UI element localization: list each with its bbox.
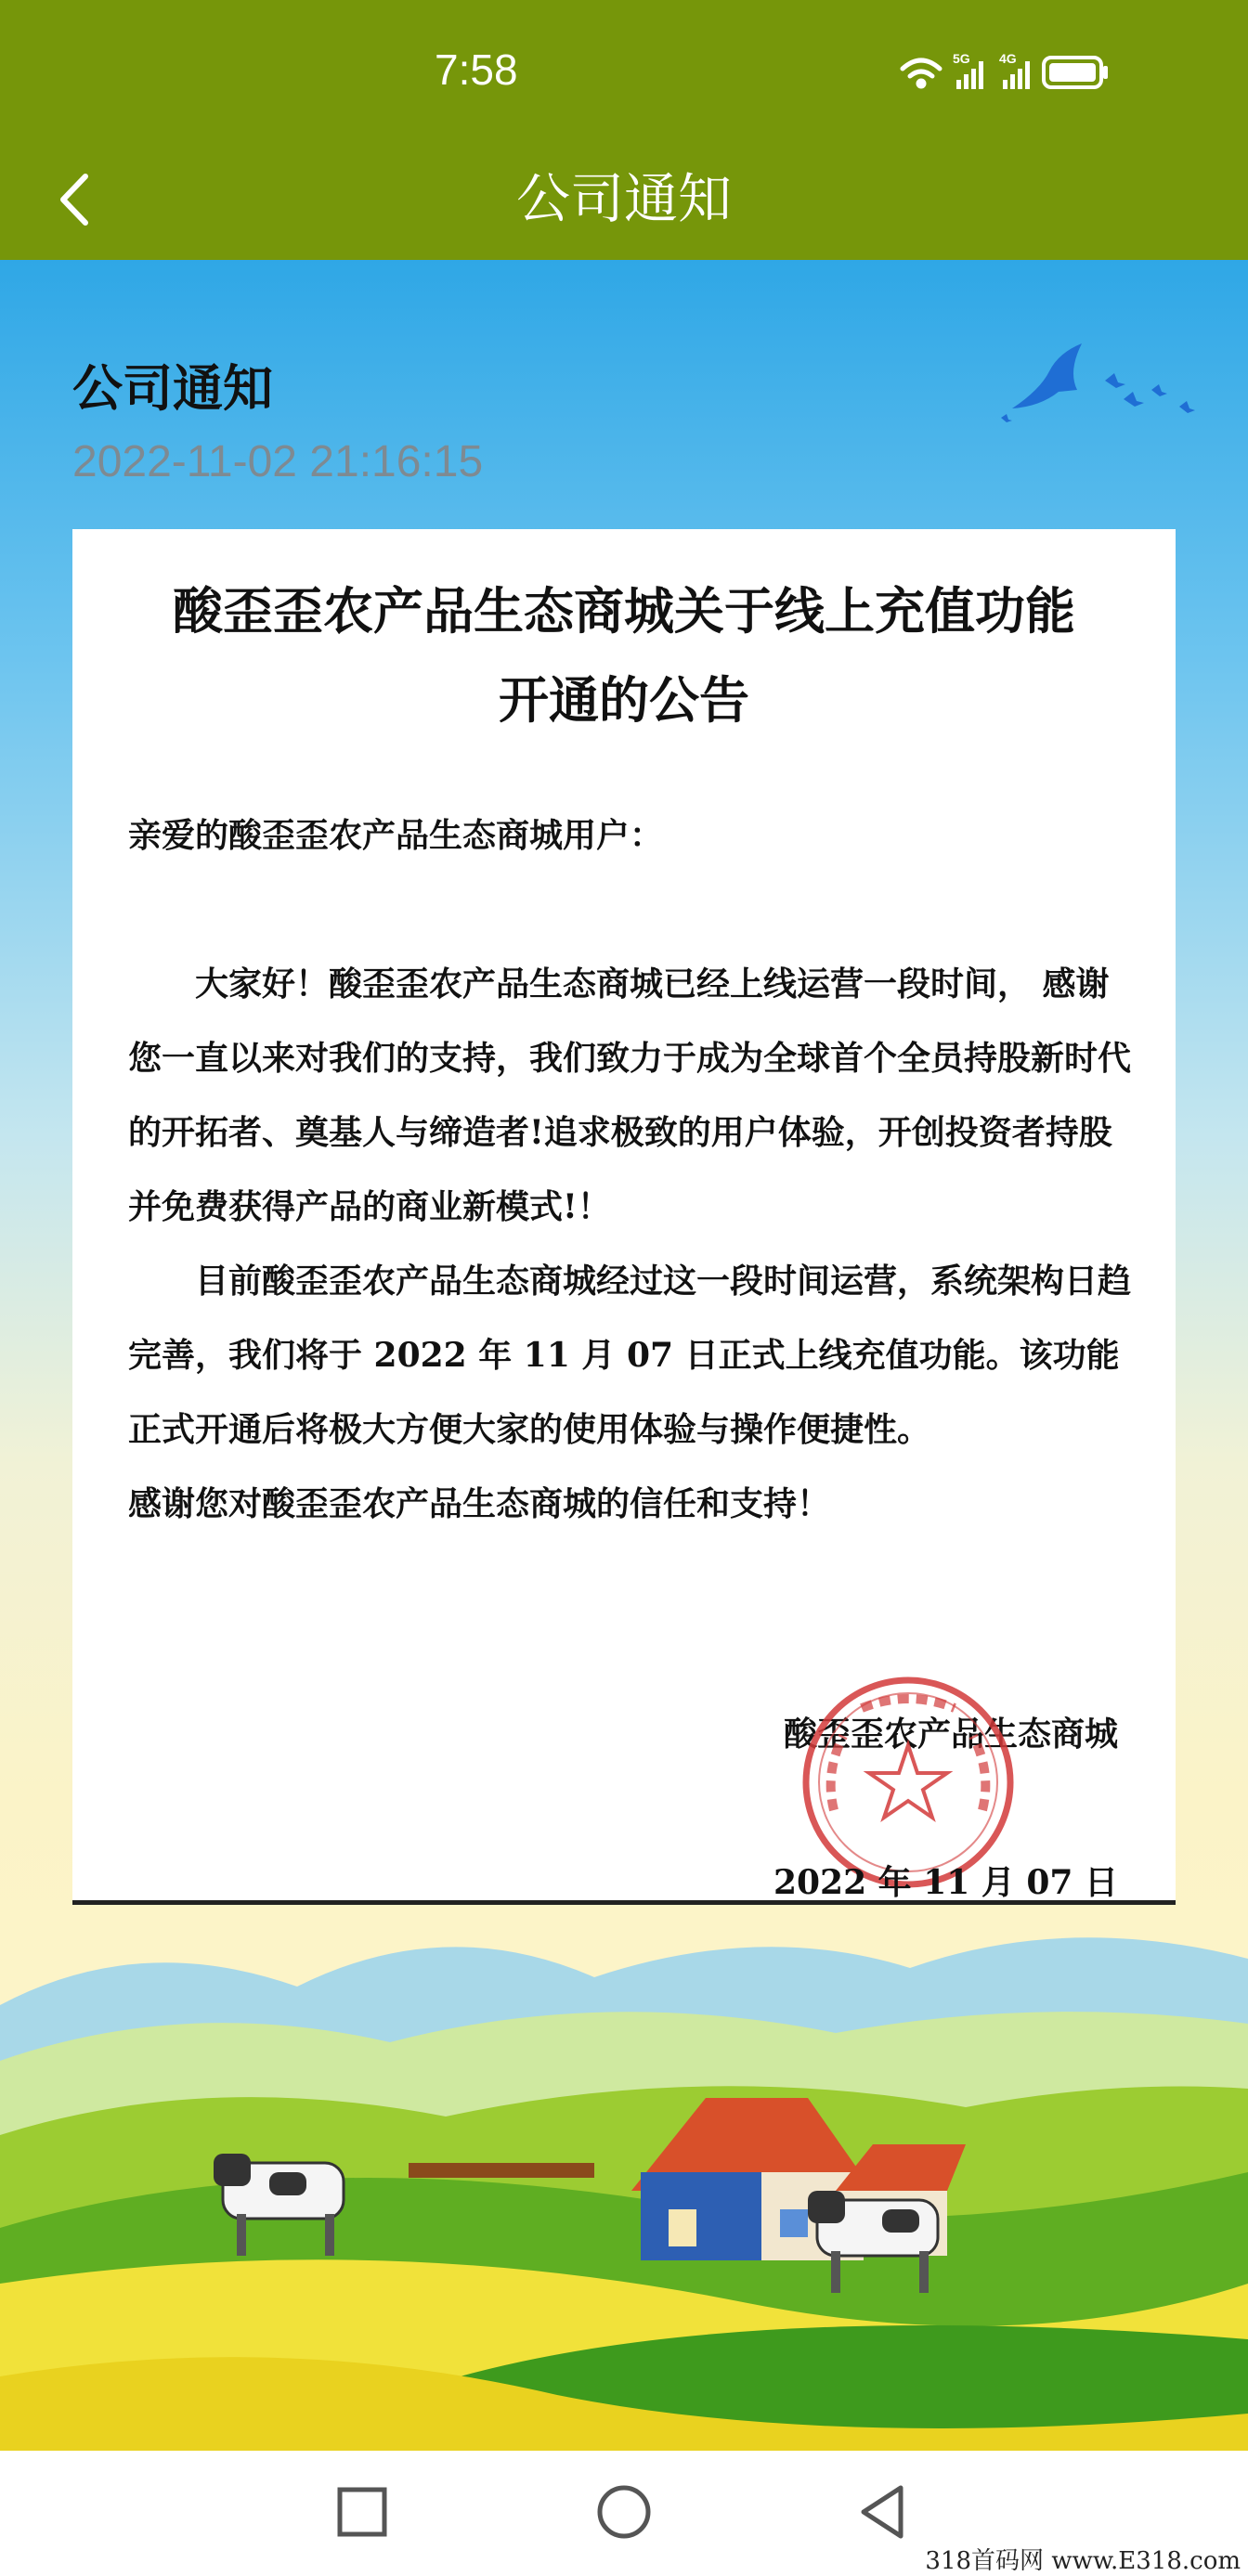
triangle-back-icon[interactable] xyxy=(849,2477,919,2547)
watermark-text: 318首码网 www.E318.com xyxy=(925,2547,1241,2575)
circle-home-icon[interactable] xyxy=(589,2477,659,2547)
svg-text:5G: 5G xyxy=(953,51,970,66)
wifi-icon xyxy=(903,60,940,86)
5g-signal-icon xyxy=(953,51,983,89)
document-closing: 感谢您对酸歪歪农产品生态商城的信任和支持！ xyxy=(128,1484,831,1523)
notice-content xyxy=(0,260,1248,2451)
document-sign-date: 2022 年 11 月 07 日 xyxy=(773,1863,1118,1902)
document-signature: 酸歪歪农产品生态商城 xyxy=(783,1715,1118,1754)
notice-document xyxy=(72,529,1176,1905)
app-bar xyxy=(0,139,1248,260)
status-bar xyxy=(0,0,1248,139)
4g-signal-icon xyxy=(999,51,1030,89)
page-title: 公司通知 xyxy=(515,167,732,230)
status-icons xyxy=(895,48,1174,95)
document-greeting: 亲爱的酸歪歪农产品生态商城用户： xyxy=(128,816,664,855)
document-heading xyxy=(72,566,1176,744)
notice-title: 公司通知 xyxy=(72,359,273,418)
notice-date: 2022-11-02 21:16:15 xyxy=(72,437,484,486)
svg-text:4G: 4G xyxy=(999,51,1017,66)
square-recent-icon[interactable] xyxy=(327,2477,397,2547)
document-paragraph-2: 目前酸歪歪农产品生态商城经过这一段时间运营，系统架构日趋完善，我们将于 2022 年 11 月 07 日正式上线充值功能。该功能正式开通后将极大方便大家的使用体验与操作便捷性。 xyxy=(128,1262,1132,1449)
document-paragraph-1: 大家好！酸歪歪农产品生态商城已经上线运营一段时间， 感谢您一直以来对我们的支持，我们致力于成为全球首个全员持股新时代的开拓者、奠基人与缔造者!追求极致的用户体验，开创投资者持股并免费获得产品的商业新模式!！ xyxy=(128,964,1132,1226)
farm-scenery-illustration xyxy=(0,1894,1248,2451)
battery-icon xyxy=(1044,58,1108,87)
birds-decoration-icon xyxy=(994,334,1198,427)
status-time: 7:58 xyxy=(435,45,518,94)
document-heading-line1: 酸歪歪农产品生态商城关于线上充值功能 xyxy=(173,581,1075,641)
document-heading-line2: 开通的公告 xyxy=(499,670,749,730)
